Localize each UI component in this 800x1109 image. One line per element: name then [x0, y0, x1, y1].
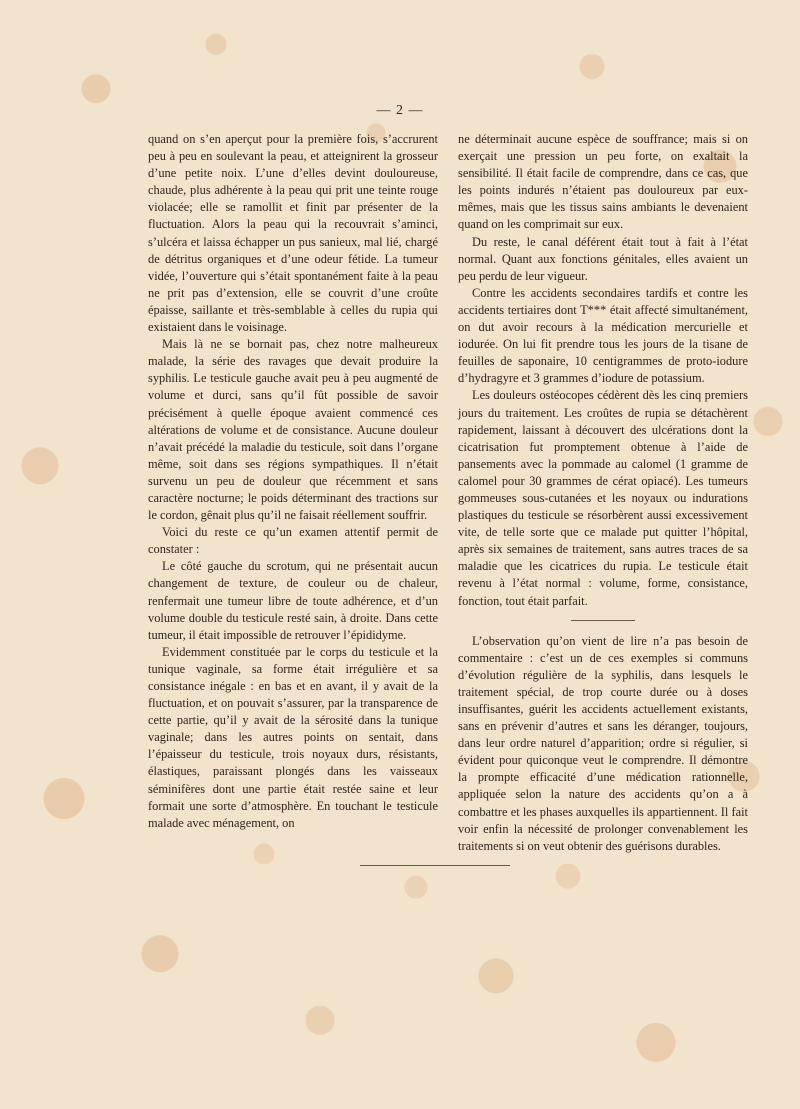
paragraph: Mais là ne se bornait pas, chez notre malheureux malade, la série des ravages que devait produire la syphilis. Le testicule gauche avait peu à peu augmenté de volume et durci, sans qu’il fût possible de savoir précisément à quelle époque avaient commencé ces altérations de volume et de consistance. Aucune douleur n’avait précédé la maladie du testicule, soit dans l’organe même, soit dans ses régions sympathiques. Il n’était survenu un peu de douleur que récemment et sans caractère nocturne; le poids déterminant des tractions sur le cordon, gênait plus qu’il ne faisait réellement souffrir.: [148, 337, 438, 523]
paragraph: Du reste, le canal déférent était tout à fait à l’état normal. Quant aux fonctions génitales, elles avaient un peu perdu de leur vigueur.: [458, 234, 748, 283]
paragraph: ne déterminait aucune espèce de souffrance; mais si on exerçait une pression un peu forte, on exaltait la sensibilité. Il était facile de comprendre, dans ce cas, que les points indurés n’étaient pas douloureux par eux-mêmes, mais que les tissus sains ambiants le devenaient quand on les comprimait sur eux.: [458, 132, 748, 232]
left-column: [148, 131, 438, 832]
section-divider: [571, 620, 635, 621]
paragraph: Voici du reste ce qu’un examen attentif permit de constater :: [148, 525, 438, 557]
closing-paragraph: L’observation qu’on vient de lire n’a pas besoin de commentaire : c’est un de ces exemples si communs d’évolution régulière de la syphilis, dans lesquels le traitement spécial, de trop courte durée ou à doses insuffisantes, guérit les accidents actuellement existants, sans en prévenir d’autres et sans les déranger, toujours, dans leur ordre naturel d’apparition; ordre si régulier, si évident pour quiconque veut le comprendre. Il démontre la prompte efficacité d’une médication rationnelle, appliquée selon la nature des accidents qu’on a à combattre et les phases auxquelles ils appartiennent. Il fait voir enfin la nécessité de prolonger convenablement les traitements si on veut obtenir des guérisons durables.: [458, 633, 748, 853]
paragraph: Evidemment constituée par le corps du testicule et la tunique vaginale, sa forme était irrégulière et sa consistance inégale : en bas et en avant, il y avait de la fluctuation, et on pouvait s’assurer, par la transparence de cette partie, qu’il y avait de la sérosité dans la tunique vaginale; dans les autres points on sentait, dans l’épaisseur du testicule, trois noyaux durs, résistants, élastiques, paraissant plongés dans les vaisseaux séminifères dont une partie était restée saine et leur formait une sorte d’atmosphère. En touchant le testicule malade avec ménagement, on: [148, 644, 438, 830]
right-column: [458, 131, 748, 855]
paragraph: quand on s’en aperçut pour la première fois, s’accrurent peu à peu en soulevant la peau, et atteignirent la grosseur d’une petite noix. L’une d’elles devint douloureuse, chaude, plus adhérente à la peau qui prit une teinte rouge violacée; elle se ramollit et finit par présenter de la fluctuation. Alors la peau qui la recouvrait s’aminci, s’ulcéra et laissa échapper un pus sanieux, mal lié, chargé de détritus organiques et d’une odeur fétide. La tumeur vidée, l’ouverture qui s’était spontanément faite à la peau ne prit pas d’extension, elle se couvrit d’une croûte épaisse, saillante et très-semblable à celles du rupia qui existaient dans le voisinage.: [148, 132, 438, 335]
page-number: — 2 —: [376, 103, 424, 118]
end-rule: [360, 865, 510, 866]
paragraph: Les douleurs ostéocopes cédèrent dès les cinq premiers jours du traitement. Les croûtes de rupia se détachèrent rapidement, laissant à découvert des ulcérations dont la cicatrisation fut promptement obtenue à l’aide de pansements avec la pommade au calomel (1 gramme de calomel pour 30 grammes de cérat opiacé). Les tumeurs gommeuses sous-cutanées et les noyaux ou indurations plastiques du testicule se résorbèrent aussi excessivement vite, de telle sorte que ce malade put quitter l’hôpital, après six semaines de traitement, sans autres traces de sa maladie que les cicatrices du rupia. Le testicule était revenu à l’état normal : volume, forme, consistance, fonction, tout était parfait.: [458, 388, 748, 608]
paragraph: Le côté gauche du scrotum, qui ne présentait aucun changement de texture, de couleur ou de chaleur, renfermait une tumeur libre de toute adhérence, et d’un volume double du testicule resté sain, à droite. Dans cette tumeur, il était impossible de retrouver l’épididyme.: [148, 559, 438, 642]
paragraph: Contre les accidents secondaires tardifs et contre les accidents tertiaires dont T*** était affecté simultanément, on dut avoir recours à la médication mercurielle et iodurée. On lui fit prendre tous les jours de la tisane de feuilles de saponaire, 10 centigrammes de proto-iodure d’hydragyre et 3 grammes d’iodure de potassium.: [458, 285, 748, 386]
